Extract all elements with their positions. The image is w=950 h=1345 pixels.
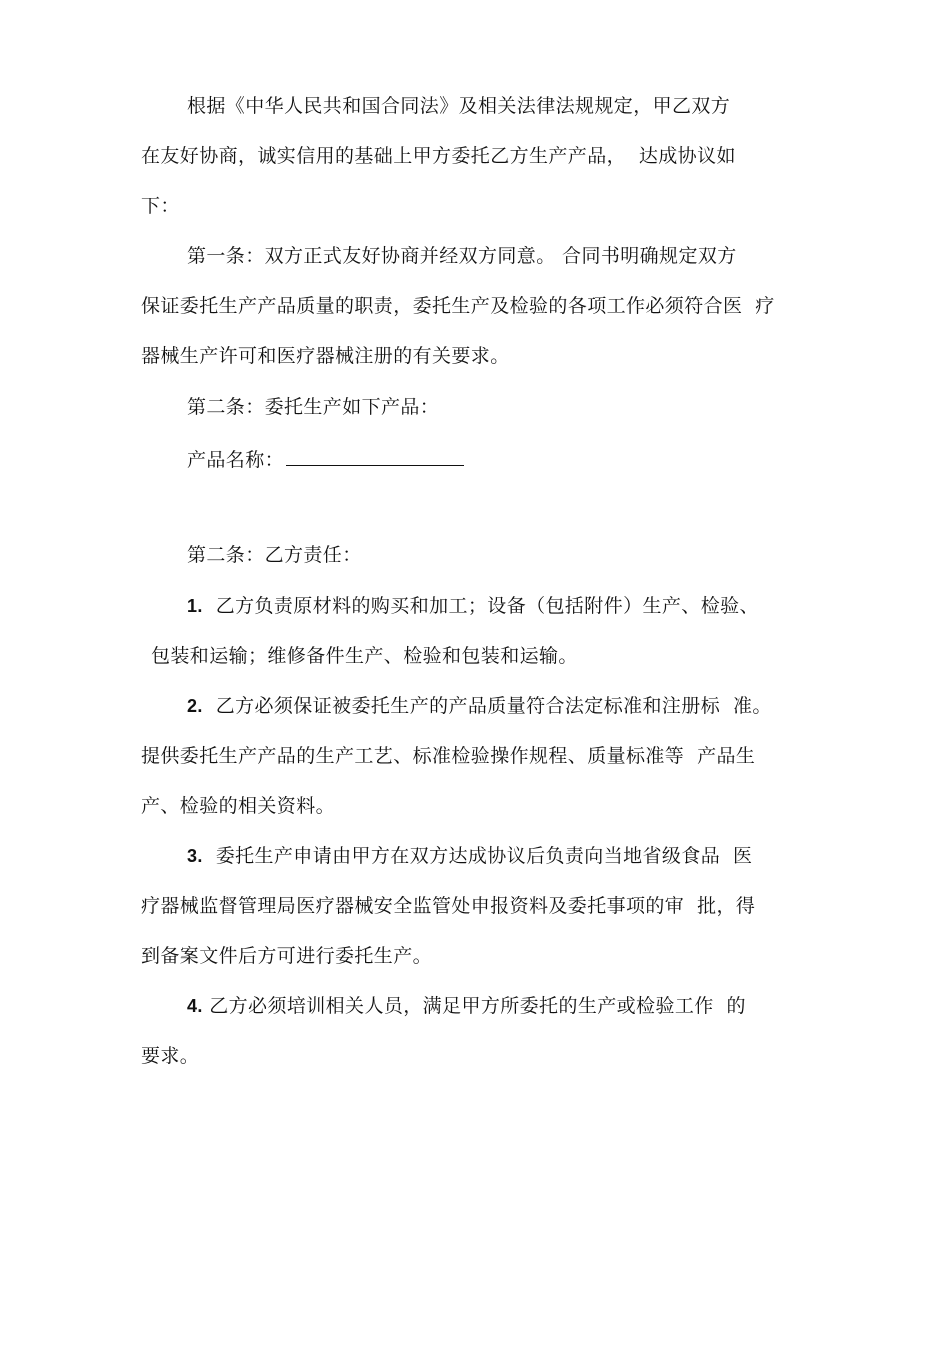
item-2-line-1 bbox=[187, 694, 772, 718]
intro-line-3: 下： bbox=[141, 195, 180, 217]
article-1-line-2: 保证委托生产产品质量的职责，委托生产及检验的各项工作必须符合医 疗 bbox=[141, 295, 775, 317]
item-3-text-1: 委托生产申请由甲方在双方达成协议后负责向当地省级食品 医 bbox=[202, 845, 753, 867]
item-3-line-2: 疗器械监督管理局医疗器械安全监管处申报资料及委托事项的审 批，得 bbox=[141, 895, 756, 917]
item-4-text-1: 乙方必须培训相关人员，满足甲方所委托的生产或检验工作 的 bbox=[202, 995, 746, 1017]
item-3-line-3: 到备案文件后方可进行委托生产。 bbox=[141, 945, 433, 967]
article-1-line-3: 器械生产许可和医疗器械注册的有关要求。 bbox=[141, 345, 510, 367]
item-3-line-1 bbox=[187, 844, 752, 868]
article-2-heading: 第二条：委托生产如下产品： bbox=[187, 396, 440, 418]
item-1-number: 1. bbox=[187, 596, 203, 616]
item-2-number: 2. bbox=[187, 696, 203, 716]
product-name-blank bbox=[286, 447, 464, 466]
product-name-row bbox=[187, 447, 464, 472]
article-3-heading: 第二条：乙方责任： bbox=[187, 544, 362, 566]
article-1-line-1: 第一条：双方正式友好协商并经双方同意。 合同书明确规定双方 bbox=[187, 245, 737, 267]
item-1-line-1 bbox=[187, 594, 759, 618]
item-1-text-1: 乙方负责原材料的购买和加工；设备（包括附件）生产、检验、 bbox=[202, 595, 759, 617]
item-3-number: 3. bbox=[187, 846, 203, 866]
item-2-line-3: 产、检验的相关资料。 bbox=[141, 795, 336, 817]
item-4-line-1 bbox=[187, 994, 746, 1018]
intro-line-2: 在友好协商，诚实信用的基础上甲方委托乙方生产产品， 达成协议如 bbox=[141, 145, 736, 167]
item-2-line-2: 提供委托生产产品的生产工艺、标准检验操作规程、质量标准等 产品生 bbox=[141, 745, 756, 767]
item-4-number: 4. bbox=[187, 996, 203, 1016]
item-1-line-2: 包装和运输；维修备件生产、检验和包装和运输。 bbox=[151, 645, 578, 667]
intro-line-1: 根据《中华人民共和国合同法》及相关法律法规规定，甲乙双方 bbox=[187, 95, 731, 117]
product-name-label: 产品名称： bbox=[187, 449, 285, 471]
item-4-line-2: 要求。 bbox=[141, 1045, 200, 1067]
item-2-text-1: 乙方必须保证被委托生产的产品质量符合法定标准和注册标 准。 bbox=[202, 695, 772, 717]
